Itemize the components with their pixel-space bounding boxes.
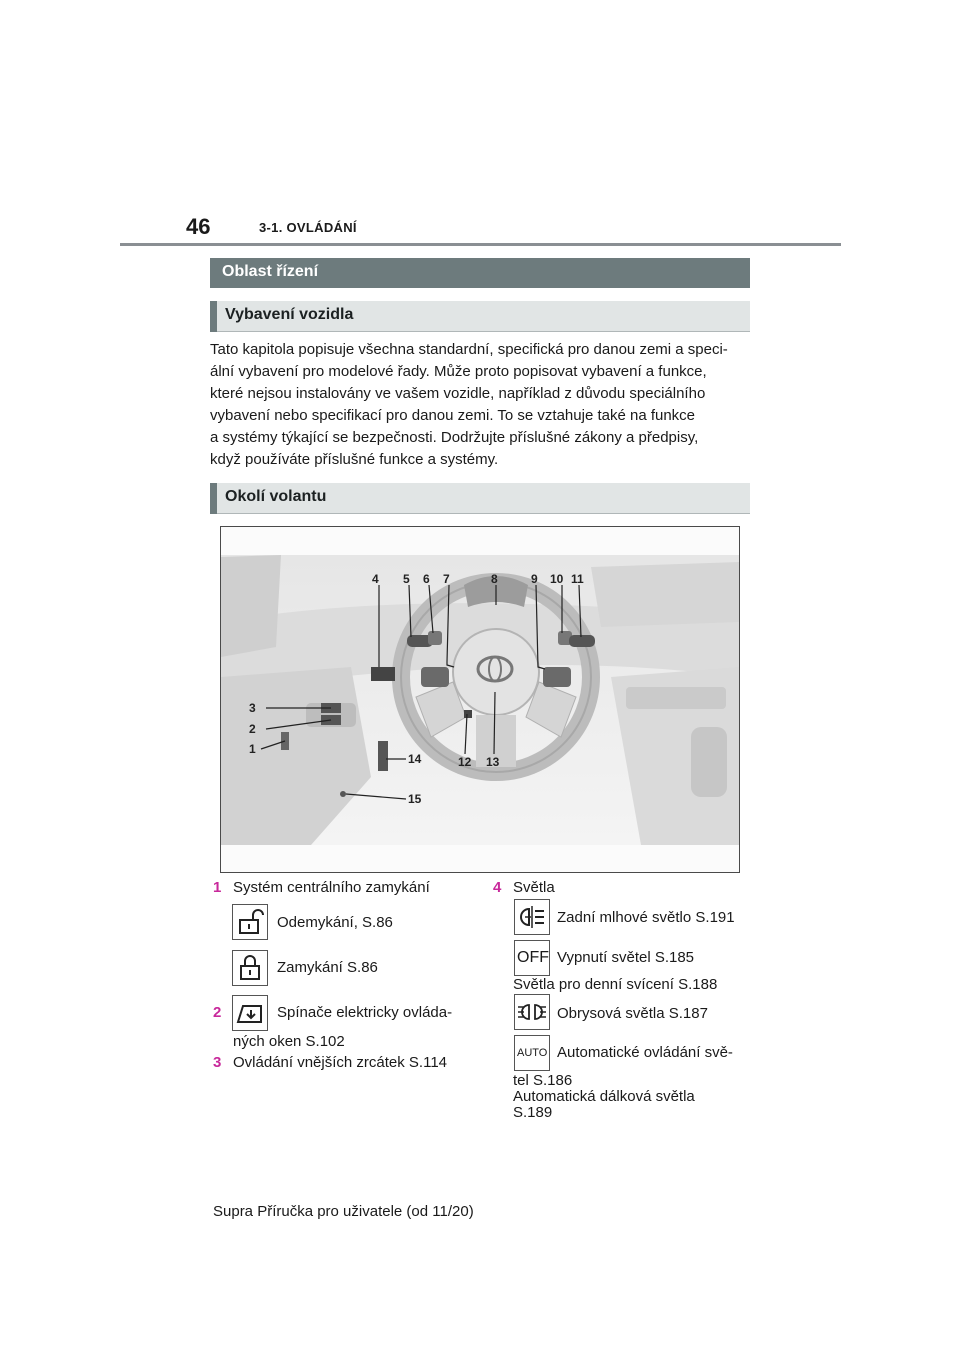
item-2-label-b: ných oken S.102 [233,1033,345,1050]
lights-off-text: Vypnutí světel S.185 [557,949,695,966]
auto-lights-icon [514,1035,550,1071]
auto-lights-text-a: Automatické ovládání svě- [557,1044,733,1061]
list-item-1 [213,879,221,897]
page-number: 46 [186,214,211,239]
callout-8: 8 [491,572,498,586]
callout-4: 4 [372,572,379,586]
callout-13: 13 [486,755,500,769]
lights-off-icon [514,940,550,976]
intro-line: které nejsou instalovány ve vašem vozidle, například z důvodu speciálního [210,385,706,402]
auto-label: AUTO [517,1047,548,1059]
callout-1: 1 [249,742,256,756]
footer-text: Supra Příručka pro uživatele (od 11/20) [213,1203,474,1220]
position-light-text: Obrysová světla S.187 [557,1005,708,1022]
rear-fog-light-icon [514,899,550,935]
item-number: 4 [493,879,502,896]
subhead-equipment: Vybavení vozidla [225,306,354,323]
lock-text: Zamykání S.86 [277,959,378,976]
item-2-label-a: Spínače elektricky ovláda- [277,1004,453,1021]
drl-text: Světla pro denní svícení S.188 [513,976,718,993]
item-number: 3 [213,1054,222,1071]
item-1-label: Systém centrálního zamykání [233,879,430,896]
auto-lights-text-b: tel S.186 [513,1072,573,1089]
callout-15: 15 [408,792,422,806]
list-item-2 [213,1004,221,1022]
item-number: 1 [213,879,222,896]
item-3-label: Ovládání vnějších zrcátek S.114 [233,1054,447,1071]
intro-line: když používáte příslušné funkce a systémy. [210,451,499,468]
unlock-text: Odemykání, S.86 [277,914,393,931]
section-title: 3-1. OVLÁDÁNÍ [259,220,357,235]
intro-line: Tato kapitola popisuje všechna standardní, specifická pro danou zemi a speci- [210,341,728,358]
callout-5: 5 [403,572,410,586]
position-light-icon [514,994,550,1030]
lock-icon [232,950,268,986]
list-item-4 [493,879,501,897]
chapter-title-bar [210,258,750,288]
intro-line: a systémy týkající se bezpečnosti. Dodržujte příslušné zákony a předpisy, [210,429,699,446]
callout-3: 3 [249,701,256,715]
chapter-title: Oblast řízení [222,263,319,280]
intro-line: vybavení nebo specifikací pro danou zemi. To se vztahuje také na funkce [210,407,696,424]
item-number: 2 [213,1004,222,1021]
callout-12: 12 [458,755,472,769]
off-label: OFF [517,949,549,966]
subhead-equipment-bar [210,301,750,332]
callout-2: 2 [249,722,256,736]
steering-wheel-figure [220,526,740,873]
rear-fog-text: Zadní mlhové světlo S.191 [557,909,735,926]
item-4-label: Světla [513,879,555,896]
callout-9: 9 [531,572,538,586]
header-rule [120,243,841,246]
callout-7: 7 [443,572,450,586]
callout-10: 10 [550,572,564,586]
unlock-icon [232,904,268,940]
subhead-accent [210,301,217,332]
auto-high-beam-text-b: S.189 [513,1104,553,1121]
list-item-3 [213,1054,221,1072]
window-switch-icon [232,995,268,1031]
subhead-accent [210,483,217,514]
callout-6: 6 [423,572,430,586]
intro-line: ální vybavení pro modelové řady. Může proto popisovat vybavení a funkce, [210,363,707,380]
cockpit-illustration [221,527,739,872]
callout-14: 14 [408,752,422,766]
subhead-steering-bar [210,483,750,514]
callout-11: 11 [571,572,584,586]
intro-paragraph [210,339,760,471]
auto-high-beam-text-a: Automatická dálková světla [513,1088,695,1105]
subhead-steering: Okolí volantu [225,488,327,505]
